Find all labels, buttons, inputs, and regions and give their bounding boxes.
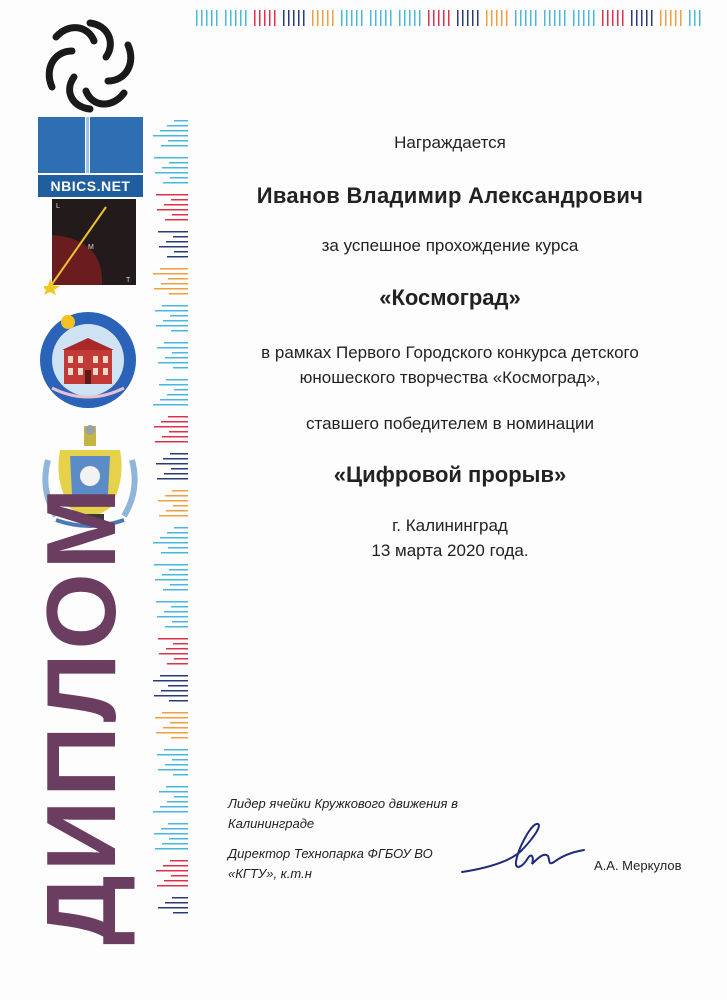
top-stripe [346, 10, 348, 26]
left-stripe [174, 527, 188, 529]
handwritten-signature [458, 818, 588, 878]
top-stripe [245, 10, 247, 26]
left-stripe [161, 690, 188, 692]
top-stripe [457, 10, 459, 26]
context-text [230, 340, 670, 390]
left-stripe [167, 394, 188, 396]
left-stripe [171, 606, 188, 608]
left-stripe [160, 399, 188, 401]
left-stripe [168, 140, 188, 142]
left-stripe [169, 569, 188, 571]
director-line-2: «КГТУ», к.т.н [228, 866, 312, 881]
left-stripe [171, 330, 188, 332]
left-stripe [158, 769, 188, 771]
top-stripe [602, 10, 604, 26]
left-stripe [159, 246, 188, 248]
left-stripe [160, 130, 188, 132]
top-stripe [617, 10, 619, 26]
left-decorative-stripes [150, 120, 200, 920]
left-stripe [161, 145, 188, 147]
left-stripe [160, 537, 188, 539]
left-stripe [154, 695, 188, 697]
top-stripe [559, 10, 561, 26]
left-stripe [154, 564, 188, 566]
top-stripe [486, 10, 488, 26]
left-stripe [168, 278, 188, 280]
left-stripe [156, 325, 188, 327]
top-stripe [554, 10, 556, 26]
top-stripe [573, 10, 575, 26]
top-stripe [622, 10, 624, 26]
top-stripe [670, 10, 672, 26]
top-stripe [564, 10, 566, 26]
top-stripe [578, 10, 580, 26]
nbics-label: NBICS.NET [38, 175, 143, 197]
left-stripe [159, 515, 188, 517]
top-stripe [283, 10, 285, 26]
top-stripe [380, 10, 382, 26]
school-round-emblem [38, 310, 138, 410]
leader-line-1: Лидер ячейки Кружкового движения в [228, 796, 458, 811]
awarded-label: Награждается [394, 133, 506, 152]
left-stripe [163, 727, 188, 729]
top-stripe [428, 10, 430, 26]
left-stripe [169, 838, 188, 840]
left-stripe [155, 717, 188, 719]
growth-chart-logo [44, 199, 136, 295]
top-stripe [501, 10, 503, 26]
left-stripe [153, 404, 188, 406]
left-stripe [157, 616, 188, 618]
left-stripe [160, 675, 188, 677]
top-stripe [370, 10, 372, 26]
top-stripe [293, 10, 295, 26]
top-stripe [399, 10, 401, 26]
left-stripe [154, 288, 188, 290]
left-stripe [168, 547, 188, 549]
top-stripe [699, 10, 701, 26]
left-stripe [162, 843, 188, 845]
top-stripe [651, 10, 653, 26]
left-stripe [164, 611, 188, 613]
left-stripe [174, 120, 188, 122]
top-stripe [544, 10, 546, 26]
left-stripe [169, 431, 188, 433]
left-stripe [172, 897, 188, 899]
top-stripe [298, 10, 300, 26]
left-stripe [163, 589, 188, 591]
left-stripe [165, 219, 188, 221]
chart-point-m: M [88, 244, 94, 251]
top-stripe [361, 10, 363, 26]
left-stripe [171, 199, 188, 201]
top-stripe [583, 10, 585, 26]
top-stripe [356, 10, 358, 26]
top-stripe [269, 10, 271, 26]
top-stripe [520, 10, 522, 26]
left-stripe [165, 902, 188, 904]
top-stripe [303, 10, 305, 26]
left-stripe [155, 441, 188, 443]
left-stripe [170, 177, 188, 179]
top-stripe [259, 10, 261, 26]
top-stripe [491, 10, 493, 26]
top-stripe [496, 10, 498, 26]
top-stripe [660, 10, 662, 26]
left-stripe [157, 209, 188, 211]
left-stripe [166, 379, 188, 381]
top-stripe [254, 10, 256, 26]
left-stripe [170, 315, 188, 317]
city-text: г. Калининград [392, 516, 508, 535]
left-stripe [160, 806, 188, 808]
top-stripe [535, 10, 537, 26]
left-stripe [167, 256, 188, 258]
top-stripe [225, 10, 227, 26]
left-stripe [174, 389, 188, 391]
left-stripe [156, 601, 188, 603]
left-stripe [161, 283, 188, 285]
top-stripe [216, 10, 218, 26]
top-stripe [312, 10, 314, 26]
left-stripe [170, 722, 188, 724]
nbics-logo [38, 15, 143, 194]
left-stripe [166, 786, 188, 788]
top-stripe [525, 10, 527, 26]
top-stripe [351, 10, 353, 26]
left-stripe [160, 268, 188, 270]
left-stripe [158, 638, 188, 640]
left-stripe [167, 801, 188, 803]
left-stripe [157, 885, 188, 887]
top-stripe [390, 10, 392, 26]
top-stripe [515, 10, 517, 26]
top-stripe [264, 10, 266, 26]
top-stripe [341, 10, 343, 26]
top-stripe [549, 10, 551, 26]
left-stripe [174, 658, 188, 660]
left-stripe [171, 737, 188, 739]
top-stripe [240, 10, 242, 26]
top-stripe [206, 10, 208, 26]
left-stripe [172, 352, 188, 354]
top-stripe [680, 10, 682, 26]
top-stripe [288, 10, 290, 26]
left-stripe [173, 236, 188, 238]
top-stripe [530, 10, 532, 26]
left-stripe [172, 621, 188, 623]
chart-axis-l: L [56, 203, 60, 210]
left-stripe [169, 293, 188, 295]
top-stripe [385, 10, 387, 26]
left-stripe [161, 421, 188, 423]
left-stripe [166, 510, 188, 512]
context-line-1: в рамках Первого Городского конкурса детского [261, 343, 639, 362]
top-stripe [641, 10, 643, 26]
top-stripe [404, 10, 406, 26]
left-stripe [156, 463, 188, 465]
top-stripe [438, 10, 440, 26]
left-stripe [165, 357, 188, 359]
left-stripe [171, 875, 188, 877]
left-stripe [164, 880, 188, 882]
left-stripe [170, 453, 188, 455]
director-line-1: Директор Технопарка ФГБОУ ВО [228, 846, 433, 861]
left-stripe [159, 653, 188, 655]
left-stripe [158, 231, 188, 233]
course-name: «Космоград» [379, 285, 521, 310]
top-stripe [414, 10, 416, 26]
left-stripe [172, 490, 188, 492]
top-stripe [317, 10, 319, 26]
top-stripe [675, 10, 677, 26]
left-stripe [161, 552, 188, 554]
left-stripe [159, 384, 188, 386]
top-stripe [477, 10, 479, 26]
left-stripe [158, 500, 188, 502]
left-stripe [169, 700, 188, 702]
top-stripe [631, 10, 633, 26]
left-stripe [165, 626, 188, 628]
left-stripe [156, 732, 188, 734]
left-stripe [174, 251, 188, 253]
signer-name: А.А. Меркулов [594, 858, 682, 873]
left-stripe [170, 584, 188, 586]
left-stripe [168, 416, 188, 418]
nbics-blue-block-icon [38, 117, 143, 173]
top-stripe [327, 10, 329, 26]
signature-director-title [228, 844, 488, 884]
leader-line-2: Калининграде [228, 816, 315, 831]
left-stripe [158, 907, 188, 909]
left-stripe [154, 157, 188, 159]
left-stripe [169, 162, 188, 164]
left-stripe [168, 685, 188, 687]
left-stripe [157, 754, 188, 756]
left-stripe [155, 310, 188, 312]
top-stripe [636, 10, 638, 26]
top-stripe [588, 10, 590, 26]
left-stripe [153, 680, 188, 682]
top-decorative-stripes [196, 10, 706, 26]
left-stripe [172, 759, 188, 761]
nbics-knot-logo [38, 15, 143, 115]
top-stripe [274, 10, 276, 26]
top-stripe [443, 10, 445, 26]
date-text: 13 марта 2020 года. [371, 541, 529, 560]
top-stripe [607, 10, 609, 26]
left-stripe [167, 125, 188, 127]
left-stripe [153, 811, 188, 813]
left-stripe [164, 342, 188, 344]
left-stripe [162, 712, 188, 714]
left-stripe [172, 214, 188, 216]
left-stripe [153, 542, 188, 544]
left-stripe [161, 828, 188, 830]
top-stripe [375, 10, 377, 26]
top-stripe [211, 10, 213, 26]
top-stripe [472, 10, 474, 26]
left-stripe [159, 791, 188, 793]
left-stripe [163, 865, 188, 867]
vertical-title-diploma: ДИПЛОМ [26, 483, 136, 945]
left-stripe [168, 823, 188, 825]
left-stripe [167, 532, 188, 534]
top-stripe [201, 10, 203, 26]
top-stripe [462, 10, 464, 26]
left-stripe [163, 458, 188, 460]
left-stripe [165, 764, 188, 766]
left-stripe [173, 367, 188, 369]
left-stripe [155, 579, 188, 581]
left-stripe [157, 347, 188, 349]
top-stripe [409, 10, 411, 26]
left-stripe [163, 320, 188, 322]
left-stripe [170, 860, 188, 862]
left-stripe [173, 912, 188, 914]
top-stripe [419, 10, 421, 26]
top-stripe [230, 10, 232, 26]
left-stripe [155, 848, 188, 850]
left-stripe [153, 273, 188, 275]
top-stripe [332, 10, 334, 26]
left-stripe [171, 468, 188, 470]
top-stripe [689, 10, 691, 26]
left-stripe [173, 774, 188, 776]
top-stripe [593, 10, 595, 26]
reason-text: за успешное прохождение курса [321, 236, 579, 255]
top-stripe [235, 10, 237, 26]
top-stripe [506, 10, 508, 26]
left-stripe [167, 663, 188, 665]
top-stripe [322, 10, 324, 26]
left-stripe [162, 436, 188, 438]
left-stripe [155, 172, 188, 174]
context-line-2: юношеского творчества «Космоград», [299, 368, 601, 387]
left-stripe [157, 478, 188, 480]
left-stripe [158, 362, 188, 364]
left-stripe [153, 135, 188, 137]
left-stripe [162, 574, 188, 576]
left-stripe [154, 426, 188, 428]
top-stripe [196, 10, 198, 26]
chart-axis-t: T [126, 277, 131, 284]
left-stripe [173, 643, 188, 645]
top-stripe [646, 10, 648, 26]
left-stripe [166, 241, 188, 243]
left-stripe [164, 204, 188, 206]
left-stripe [174, 796, 188, 798]
left-stripe [162, 167, 188, 169]
left-stripe [163, 182, 188, 184]
left-stripe [164, 749, 188, 751]
top-stripe [665, 10, 667, 26]
left-stripe [156, 194, 188, 196]
top-stripe [467, 10, 469, 26]
left-stripe [162, 305, 188, 307]
left-stripe [154, 833, 188, 835]
left-stripe [164, 473, 188, 475]
nomination-intro: ставшего победителем в номинации [305, 414, 594, 433]
top-stripe [694, 10, 696, 26]
top-stripe [612, 10, 614, 26]
top-stripe [433, 10, 435, 26]
left-stripe [156, 870, 188, 872]
left-stripe [166, 648, 188, 650]
nomination-name: «Цифровой прорыв» [333, 462, 567, 487]
recipient-name: Иванов Владимир Александрович [256, 183, 644, 208]
left-stripe [173, 505, 188, 507]
top-stripe [448, 10, 450, 26]
left-stripe [165, 495, 188, 497]
